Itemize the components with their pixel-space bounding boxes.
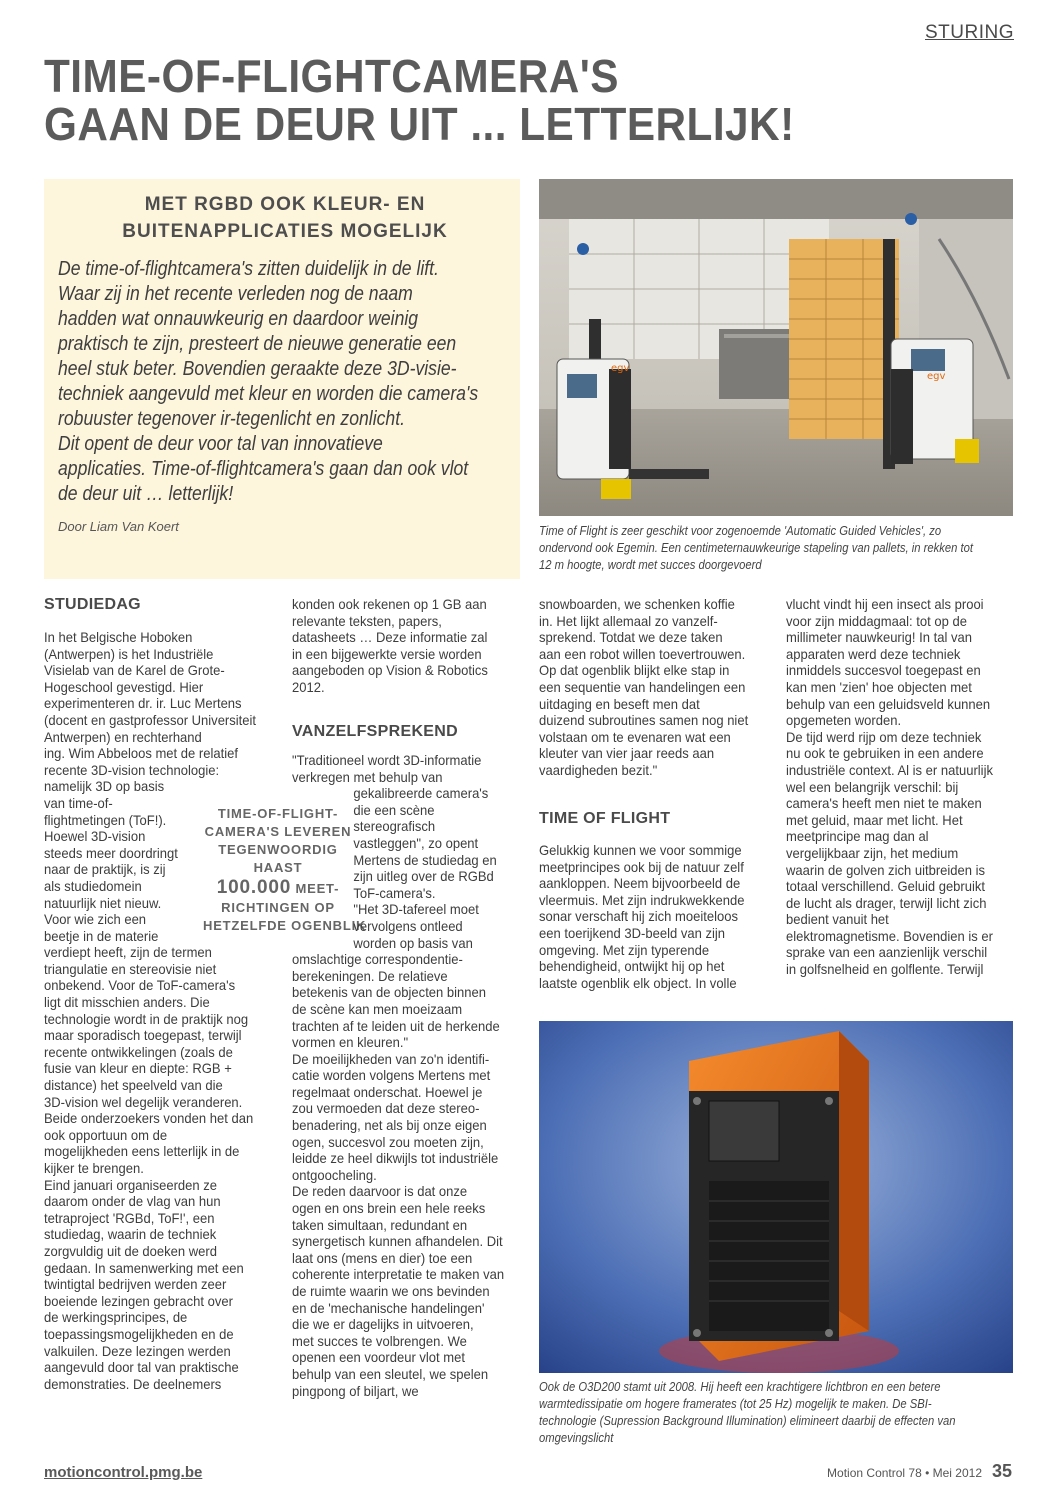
text-line: De tijd werd rijp om deze techniek bbox=[786, 728, 982, 745]
text-line: Gelukkig kunnen we voor sommige bbox=[539, 842, 742, 858]
pullquote-line: CAMERA'S LEVEREN bbox=[204, 824, 352, 839]
caption-line: Time of Flight is zeer geschikt voor zogenoemde 'Automatic Guided Vehicles', zo bbox=[539, 524, 942, 538]
subtitle-line: MET RGBD OOK KLEUR- EN bbox=[144, 194, 426, 215]
text-line: verkregen met behulp van bbox=[292, 768, 443, 785]
text-line: relevante teksten, papers, bbox=[292, 612, 442, 629]
text-line: vlucht vindt hij een insect als prooi bbox=[786, 596, 984, 612]
text-line: fusie van kleur en diepte: RGB + bbox=[44, 1060, 232, 1077]
subtitle-line: BUITENAPPLICATIES MOGELIJK bbox=[122, 221, 448, 242]
text-line: zorgvuldig uit de doeken werd bbox=[44, 1242, 217, 1259]
photo2-caption bbox=[539, 1379, 1013, 1447]
text-line: ing. Wim Abbeloos met de relatief bbox=[44, 745, 238, 762]
text-line: vleermuis. Met zijn indrukwekkende bbox=[539, 891, 745, 908]
column-3 bbox=[539, 842, 771, 991]
lead-line: techniek aangevuld met kleur en worden die camera's bbox=[58, 383, 479, 405]
camera-illustration bbox=[539, 1021, 1013, 1373]
text-line: synergetisch kunnen afhandelen. Dit bbox=[292, 1233, 503, 1250]
text-line: worden op basis van bbox=[353, 934, 473, 951]
text-line: waarin de golven zich uitbreiden is bbox=[786, 861, 986, 878]
text-line: ontgoocheling. bbox=[292, 1166, 377, 1183]
section-label: STURING bbox=[925, 22, 1014, 43]
o3d200-camera-photo bbox=[539, 1021, 1013, 1373]
text-line: Op dat ogenblik blijkt elke stap in bbox=[539, 662, 730, 679]
text-line: betekenis van de objecten binnen bbox=[292, 984, 487, 1001]
text-line: ogen en ons brein een hele reeks bbox=[292, 1200, 486, 1217]
pullquote-line: TIME-OF-FLIGHT- bbox=[217, 806, 339, 821]
text-line: verdiept heeft, zijn de termen bbox=[44, 944, 212, 961]
text-line: elektromagnetisme. Bovendien is er bbox=[786, 927, 993, 944]
lead-line: hadden wat onnauwkeurig en daardoor weinig bbox=[58, 308, 419, 330]
text-line: sprake van een aanzienlijk verschil bbox=[786, 944, 988, 961]
text-line: Visielab van de Karel de Grote- bbox=[44, 662, 225, 679]
text-line: vervolgens ontleed bbox=[353, 917, 463, 934]
lead-line: de deur uit … letterlijk! bbox=[58, 483, 234, 505]
text-line: millimeter nauwkeurig! In tal van bbox=[786, 629, 972, 646]
text-line: toepassingsmogelijkheden en de bbox=[44, 1325, 234, 1342]
text-line: ogen, succesvol zou moeten zijn, bbox=[292, 1133, 484, 1150]
caption-line: warmtedissipatie om hogere framerates (tot 25 Hz) mogelijk te maken. De SBI- bbox=[539, 1397, 932, 1411]
pullquote-line: HETZELFDE OGENBLIK bbox=[203, 918, 367, 933]
text-line: recente ontwikkelingen (zoals de bbox=[44, 1043, 233, 1060]
text-line: behendigheid, ontwijkt hij op het bbox=[539, 958, 725, 975]
text-line: stereografisch bbox=[353, 818, 436, 835]
text-line: kijker te brengen. bbox=[44, 1160, 144, 1176]
text-line: de werkingsprincipes, de bbox=[44, 1309, 188, 1326]
text-line: ook opportuun om de bbox=[44, 1126, 168, 1143]
text-line: en de 'mechanische handelingen' bbox=[292, 1299, 485, 1316]
text-line: wel een belangrijk verschil: bij bbox=[786, 778, 959, 795]
column-3-top bbox=[539, 596, 771, 779]
text-line: distance) het speelveld van die bbox=[44, 1077, 223, 1094]
lead-line: Waar zij in het recente verleden nog de naam bbox=[58, 283, 413, 305]
text-line: Antwerpen) en rechterhand bbox=[44, 728, 202, 745]
text-line: regelmaat onderschat. Hoewel je bbox=[292, 1083, 483, 1100]
text-line: sonar verschaft hij zich moeiteloos bbox=[539, 908, 739, 925]
pullquote-line: MEET- bbox=[291, 881, 340, 896]
text-line: sprekend. Totdat we deze taken bbox=[539, 629, 723, 646]
text-line: recente 3D-vision technologie: bbox=[44, 761, 220, 778]
text-line: 3D-vision wel degelijk veranderen. bbox=[44, 1093, 243, 1110]
text-line: een sequentie van handelingen een bbox=[539, 678, 746, 695]
text-line: meetprincipes ook bij de natuur zelf bbox=[539, 858, 744, 875]
text-line: valkuilen. Deze lezingen werden bbox=[44, 1342, 231, 1359]
text-line: gedaan. In samenwerking met een bbox=[44, 1259, 244, 1276]
text-line: die een scène bbox=[353, 801, 435, 818]
agv-illustration bbox=[539, 179, 1013, 516]
text-line: die we er dagelijks in uitvoeren, bbox=[292, 1316, 474, 1333]
text-line: nu ook te gebruiken in een andere bbox=[786, 745, 984, 762]
text-line: de ruimte waarin we ons bevinden bbox=[292, 1283, 490, 1299]
text-line: Voor wie zich een bbox=[44, 911, 147, 928]
text-line: in. Het lijkt allemaal zo vanzelf- bbox=[539, 612, 718, 629]
text-line: openen een voordeur vlot met bbox=[292, 1349, 465, 1366]
text-line: pingpong of biljart, we bbox=[292, 1382, 419, 1399]
pullquote-line: TEGENWOORDIG bbox=[218, 842, 338, 857]
text-line: vaardigheden bezit." bbox=[539, 761, 658, 778]
text-line: laatste ogenblik elk object. In volle bbox=[539, 974, 737, 991]
text-line: ToF-camera's. bbox=[353, 884, 436, 901]
intro-subtitle bbox=[60, 191, 510, 245]
agv-warehouse-photo bbox=[539, 179, 1013, 516]
text-line: vastleggen", zo opent bbox=[353, 834, 479, 851]
text-line: de scène kan men moeizaam bbox=[292, 1000, 463, 1017]
text-line: als studiedomein bbox=[44, 877, 142, 894]
title-line: TIME-OF-FLIGHTCAMERA'S bbox=[44, 50, 619, 102]
text-line: flightmetingen (ToF!). bbox=[44, 811, 167, 828]
lead-line: heel stuk beter. Bovendien geraakte deze 3D-visie- bbox=[58, 358, 457, 380]
text-line: leidde ze heel dikwijls tot industriële bbox=[292, 1150, 499, 1167]
text-line: in een bijgewerkte versie worden bbox=[292, 645, 482, 662]
text-line: boeiende lezingen gebracht over bbox=[44, 1292, 233, 1309]
text-line: inmiddels succesvol toegepast en bbox=[786, 662, 981, 679]
text-line: apparaten werd deze techniek bbox=[786, 645, 961, 662]
text-line: mogelijkheden eens letterlijk in de bbox=[44, 1143, 240, 1160]
text-line: omslachtige correspondentie- bbox=[292, 951, 463, 968]
column-1 bbox=[44, 629, 280, 1392]
text-line: aan een robot willen toevertrouwen. bbox=[539, 645, 746, 662]
text-line: Beide onderzoekers vonden het dan bbox=[44, 1110, 254, 1127]
text-line: een toerijkend 3D-beeld van zijn bbox=[539, 924, 726, 941]
caption-line: Ook de O3D200 stamt uit 2008. Hij heeft een krachtigere lichtbron en een betere bbox=[539, 1380, 941, 1394]
text-line: catie worden volgens Mertens met bbox=[292, 1067, 491, 1084]
column-2 bbox=[292, 752, 524, 1399]
heading-vanzelfsprekend: VANZELFSPREKEND bbox=[292, 723, 458, 740]
text-line: in golfsnelheid en golflente. Terwijl bbox=[786, 961, 984, 978]
lead-line: Dit opent de deur voor tal van innovatieve bbox=[58, 433, 383, 455]
column-2-top bbox=[292, 596, 524, 696]
pullquote-line: HAAST bbox=[253, 860, 303, 875]
text-line: beetje in de materie bbox=[44, 927, 159, 944]
text-line: taken simultaan, redundant en bbox=[292, 1216, 468, 1233]
text-line: studiedag, waarin de techniek bbox=[44, 1226, 217, 1243]
title-line: GAAN DE DEUR UIT ... LETTERLIJK! bbox=[44, 98, 795, 150]
text-line: omgeving. Met zijn typerende bbox=[539, 941, 710, 958]
text-line: daarom onder de vlag van hun bbox=[44, 1193, 221, 1210]
text-line: met geluid, maar met licht. Het bbox=[786, 811, 963, 828]
byline: Door Liam Van Koert bbox=[58, 519, 179, 534]
pullquote-line: RICHTINGEN OP bbox=[221, 900, 335, 915]
caption-line: 12 m hoogte, wordt met succes doorgevoerd bbox=[539, 558, 762, 572]
text-line: zijn uitleg over de RGBd bbox=[353, 868, 494, 885]
text-line: trachten af te leiden uit de herkende bbox=[292, 1017, 500, 1034]
text-line: coherente interpretatie te maken van bbox=[292, 1266, 505, 1283]
text-line: "Traditioneel wordt 3D-informatie bbox=[292, 752, 482, 768]
text-line: totaal verschillend. Geluid gebruikt bbox=[786, 878, 986, 895]
text-line: maar sporadisch toegepast, terwijl bbox=[44, 1027, 242, 1044]
lead-line: robuuster tegenover ir-tegenlicht en zonlicht. bbox=[58, 408, 405, 430]
text-line: snowboarden, we schenken koffie bbox=[539, 596, 735, 612]
caption-line: omgevingslicht bbox=[539, 1431, 614, 1445]
text-line: aangevuld door tal van praktische bbox=[44, 1359, 239, 1376]
caption-line: technologie (Supression Background Illumination) elimineert daarbij de effecten van bbox=[539, 1414, 956, 1428]
text-line: Eind januari organiseerden ze bbox=[44, 1176, 217, 1193]
text-line: (docent en gastprofessor Universiteit bbox=[44, 711, 257, 728]
lead-line: applicaties. Time-of-flightcamera's gaan dan ook vlot bbox=[58, 458, 469, 480]
text-line: aangeboden op Vision & Robotics bbox=[292, 662, 488, 679]
text-line: gekalibreerde camera's bbox=[353, 785, 489, 802]
agv-left-label: egv bbox=[611, 363, 630, 374]
text-line: experimenteren dr. ir. Luc Mertens bbox=[44, 695, 242, 712]
text-line: (Antwerpen) is het Industriële bbox=[44, 645, 214, 662]
footer-url[interactable]: motioncontrol.pmg.be bbox=[44, 1464, 203, 1481]
caption-line: ondervond ook Egemin. Een centimeternauwkeurige stapeling van pallets, in rekken tot bbox=[539, 541, 974, 555]
column-4 bbox=[786, 596, 1018, 978]
text-line: Hoewel 3D-vision bbox=[44, 828, 146, 845]
text-line: De moeilijkheden van zo'n identifi- bbox=[292, 1050, 490, 1067]
text-line: vergelijkbaar zijn, het medium bbox=[786, 844, 959, 861]
text-line: industriële context. Al is er natuurlijk bbox=[786, 761, 993, 778]
text-line: duizend subroutines samen nog niet bbox=[539, 712, 749, 729]
text-line: tetraproject 'RGBd, ToF!', een bbox=[44, 1209, 215, 1226]
text-line: behulp van een geluidsveld kunnen bbox=[786, 695, 991, 712]
text-line: kleuter van vier jaar reeds aan bbox=[539, 745, 715, 762]
pallet-stack bbox=[789, 239, 899, 439]
text-line: twintigtal bedrijven werden zeer bbox=[44, 1276, 227, 1293]
text-line: camera's heeft men niet te maken bbox=[786, 795, 982, 812]
text-line: Mertens de studiedag en bbox=[353, 851, 497, 868]
text-line: volstaan om te evenaren wat een bbox=[539, 728, 731, 745]
text-line: namelijk 3D op basis bbox=[44, 778, 165, 795]
heading-time-of-flight: TIME OF FLIGHT bbox=[539, 810, 671, 827]
text-line: voor zijn middagmaal: tot op de bbox=[786, 612, 967, 629]
heading-studiedag: STUDIEDAG bbox=[44, 596, 141, 613]
text-line: kan men 'zien' hoe objecten met bbox=[786, 678, 972, 695]
photo1-caption bbox=[539, 523, 1013, 574]
text-line: De reden daarvoor is dat onze bbox=[292, 1183, 468, 1200]
text-line: 2012. bbox=[292, 678, 325, 695]
footer-magazine: Motion Control 78 • Mei 2012 bbox=[827, 1466, 982, 1480]
text-line: opgemeten worden. bbox=[786, 712, 902, 729]
text-line: behulp van een sleutel, we spelen bbox=[292, 1365, 489, 1382]
text-line: konden ook rekenen op 1 GB aan bbox=[292, 596, 487, 612]
text-line: meetprincipe mag dan al bbox=[786, 828, 929, 845]
text-line: naar de praktijk, is zij bbox=[44, 861, 166, 878]
text-line: zou vermoeden dat deze stereo- bbox=[292, 1100, 480, 1117]
lead-line: praktisch te zijn, presteert de nieuwe generatie een bbox=[58, 333, 457, 355]
text-line: natuurlijk niet nieuw. bbox=[44, 894, 162, 911]
text-line: ligt dit misschien anders. Die bbox=[44, 994, 210, 1011]
text-line: steeds meer doordringt bbox=[44, 844, 178, 861]
text-line: berekeningen. De relatieve bbox=[292, 967, 448, 984]
text-line: datasheets … Deze informatie zal bbox=[292, 629, 488, 646]
text-line: laat ons (mens en dier) toe een bbox=[292, 1249, 473, 1266]
text-line: demonstraties. De deelnemers bbox=[44, 1375, 222, 1392]
text-line: technologie wordt in de praktijk nog bbox=[44, 1010, 249, 1027]
text-line: triangulatie en stereovisie niet bbox=[44, 960, 217, 977]
text-line: Hogeschool gevestigd. Hier bbox=[44, 678, 204, 695]
intro-lead bbox=[58, 257, 516, 507]
pullquote-number: 100.000 bbox=[216, 877, 292, 898]
text-line: onbekend. Voor de ToF-camera's bbox=[44, 977, 236, 994]
text-line: vormen en kleuren." bbox=[292, 1034, 409, 1051]
text-line: In het Belgische Hoboken bbox=[44, 629, 193, 645]
text-line: bedient vanuit het bbox=[786, 911, 889, 928]
page-number: 35 bbox=[991, 1461, 1012, 1481]
agv-right-label: egv bbox=[927, 371, 946, 382]
article-title bbox=[44, 52, 946, 148]
text-line: de lucht als drager, terwijl licht zich bbox=[786, 894, 987, 911]
text-line: van time-of- bbox=[44, 794, 113, 811]
text-line: benadering, net als bij onze eigen bbox=[292, 1117, 487, 1134]
text-line: uitdaging en beseft men dat bbox=[539, 695, 700, 712]
text-line: aankloppen. Neem bijvoorbeeld de bbox=[539, 875, 741, 892]
text-line: "Het 3D-tafereel moet bbox=[353, 901, 479, 918]
text-line: met succes te volbrengen. We bbox=[292, 1332, 467, 1349]
lead-line: De time-of-flightcamera's zitten duidelijk in de lift. bbox=[58, 258, 439, 280]
